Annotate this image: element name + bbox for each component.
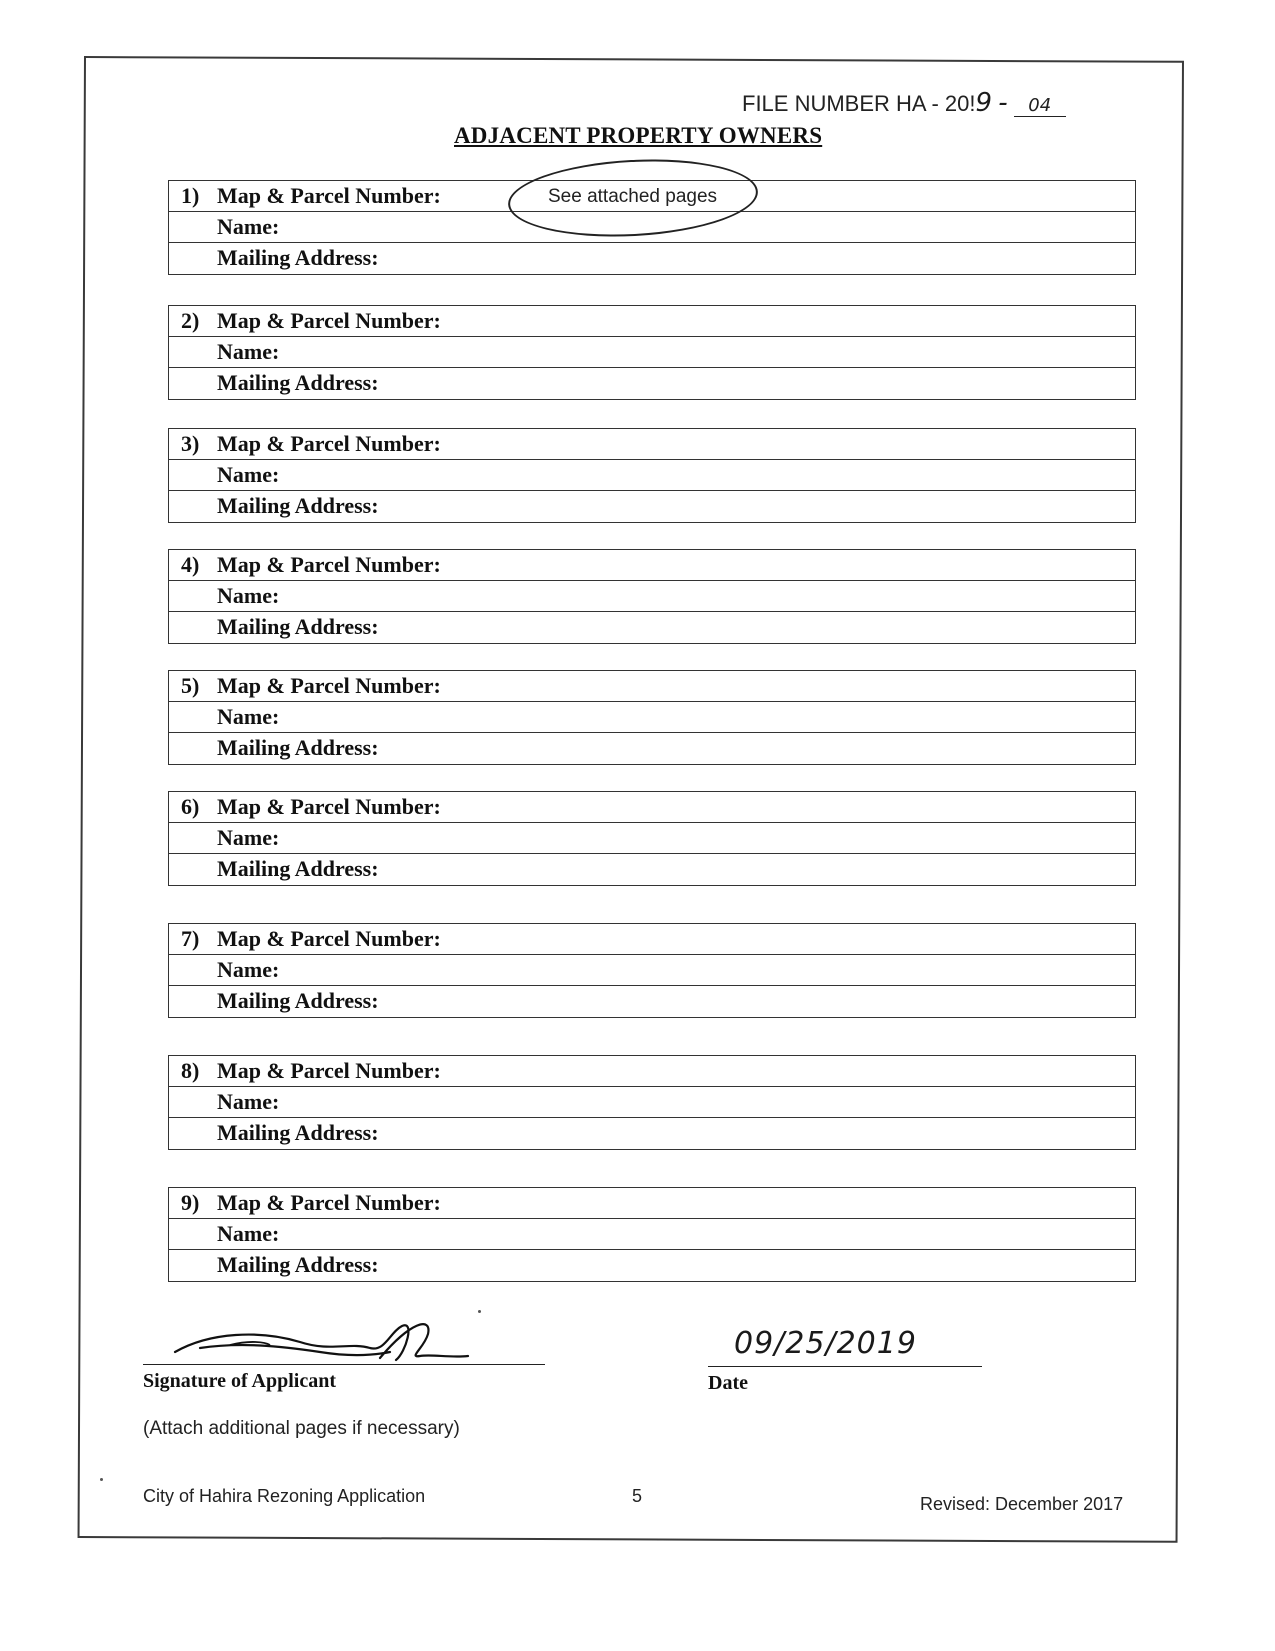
owner-block (168, 670, 1136, 765)
map-parcel-row[interactable] (169, 306, 1135, 337)
mailing-address-row[interactable] (169, 612, 1135, 643)
signature-label: Signature of Applicant (143, 1370, 336, 1392)
map-parcel-label: Map & Parcel Number: (217, 308, 441, 333)
signature-line (143, 1364, 545, 1365)
file-number-handwritten-suffix: 04 (1014, 95, 1066, 117)
name-label: Name: (217, 957, 280, 982)
owner-number: 3) (181, 431, 200, 456)
owner-block (168, 923, 1136, 1018)
name-label: Name: (217, 214, 280, 239)
map-parcel-label: Map & Parcel Number: (217, 794, 441, 819)
owner-block (168, 1055, 1136, 1150)
file-number-separator: - (998, 88, 1008, 118)
map-parcel-label: Map & Parcel Number: (217, 183, 441, 208)
mailing-address-label: Mailing Address: (217, 988, 379, 1013)
owner-number: 4) (181, 552, 200, 577)
owner-block (168, 549, 1136, 644)
mailing-address-label: Mailing Address: (217, 856, 379, 881)
map-parcel-label: Map & Parcel Number: (217, 926, 441, 951)
name-row[interactable] (169, 581, 1135, 612)
map-parcel-label: Map & Parcel Number: (217, 1190, 441, 1215)
name-label: Name: (217, 704, 280, 729)
file-number (742, 88, 1066, 118)
map-parcel-label: Map & Parcel Number: (217, 673, 441, 698)
map-parcel-label: Map & Parcel Number: (217, 1058, 441, 1083)
owner-number: 8) (181, 1058, 200, 1083)
mailing-address-label: Mailing Address: (217, 614, 379, 639)
name-label: Name: (217, 462, 280, 487)
name-label: Name: (217, 1089, 280, 1114)
page-title: ADJACENT PROPERTY OWNERS (454, 123, 823, 148)
date-line (708, 1366, 982, 1367)
map-parcel-label: Map & Parcel Number: (217, 552, 441, 577)
mailing-address-row[interactable] (169, 986, 1135, 1017)
name-row[interactable] (169, 823, 1135, 854)
owner-number: 2) (181, 308, 200, 333)
owner-block (168, 791, 1136, 886)
name-row[interactable] (169, 702, 1135, 733)
signature-scribble (170, 1312, 470, 1370)
page-number: 5 (632, 1486, 643, 1506)
map-parcel-row[interactable] (169, 792, 1135, 823)
map-parcel-row[interactable] (169, 429, 1135, 460)
mailing-address-label: Mailing Address: (217, 735, 379, 760)
mailing-address-row[interactable] (169, 1250, 1135, 1281)
owner-number: 7) (181, 926, 200, 951)
map-parcel-row[interactable] (169, 1188, 1135, 1219)
file-number-handwritten-digit: 9 (975, 88, 993, 118)
owner-block (168, 1187, 1136, 1282)
name-row[interactable] (169, 1219, 1135, 1250)
name-label: Name: (217, 583, 280, 608)
map-parcel-label: Map & Parcel Number: (217, 431, 441, 456)
owner-block (168, 305, 1136, 400)
scan-speck (478, 1310, 481, 1313)
mailing-address-label: Mailing Address: (217, 245, 379, 270)
name-label: Name: (217, 1221, 280, 1246)
map-parcel-row[interactable] (169, 671, 1135, 702)
mailing-address-row[interactable] (169, 243, 1135, 274)
mailing-address-label: Mailing Address: (217, 1252, 379, 1277)
map-parcel-row[interactable] (169, 550, 1135, 581)
name-row[interactable] (169, 460, 1135, 491)
mailing-address-row[interactable] (169, 1118, 1135, 1149)
owner-number: 5) (181, 673, 200, 698)
mailing-address-row[interactable] (169, 491, 1135, 522)
file-number-prefix: FILE NUMBER HA - 20! (742, 91, 976, 116)
footer-revised: Revised: December 2017 (920, 1494, 1124, 1514)
name-label: Name: (217, 825, 280, 850)
mailing-address-row[interactable] (169, 368, 1135, 399)
map-parcel-row[interactable] (169, 924, 1135, 955)
footer-title: City of Hahira Rezoning Application (143, 1486, 426, 1506)
name-row[interactable] (169, 337, 1135, 368)
mailing-address-label: Mailing Address: (217, 1120, 379, 1145)
scan-speck (100, 1478, 103, 1481)
mailing-address-row[interactable] (169, 733, 1135, 764)
attached-note-text: See attached pages (548, 186, 718, 207)
mailing-address-label: Mailing Address: (217, 370, 379, 395)
name-row[interactable] (169, 955, 1135, 986)
owner-number: 9) (181, 1190, 200, 1215)
name-row[interactable] (169, 1087, 1135, 1118)
owner-number: 6) (181, 794, 200, 819)
map-parcel-row[interactable] (169, 1056, 1135, 1087)
attach-note: (Attach additional pages if necessary) (143, 1418, 460, 1439)
owner-number: 1) (181, 183, 200, 208)
mailing-address-row[interactable] (169, 854, 1135, 885)
date-label: Date (708, 1372, 748, 1394)
name-label: Name: (217, 339, 280, 364)
owner-block (168, 428, 1136, 523)
date-value: 09/25/2019 (734, 1326, 917, 1361)
mailing-address-label: Mailing Address: (217, 493, 379, 518)
